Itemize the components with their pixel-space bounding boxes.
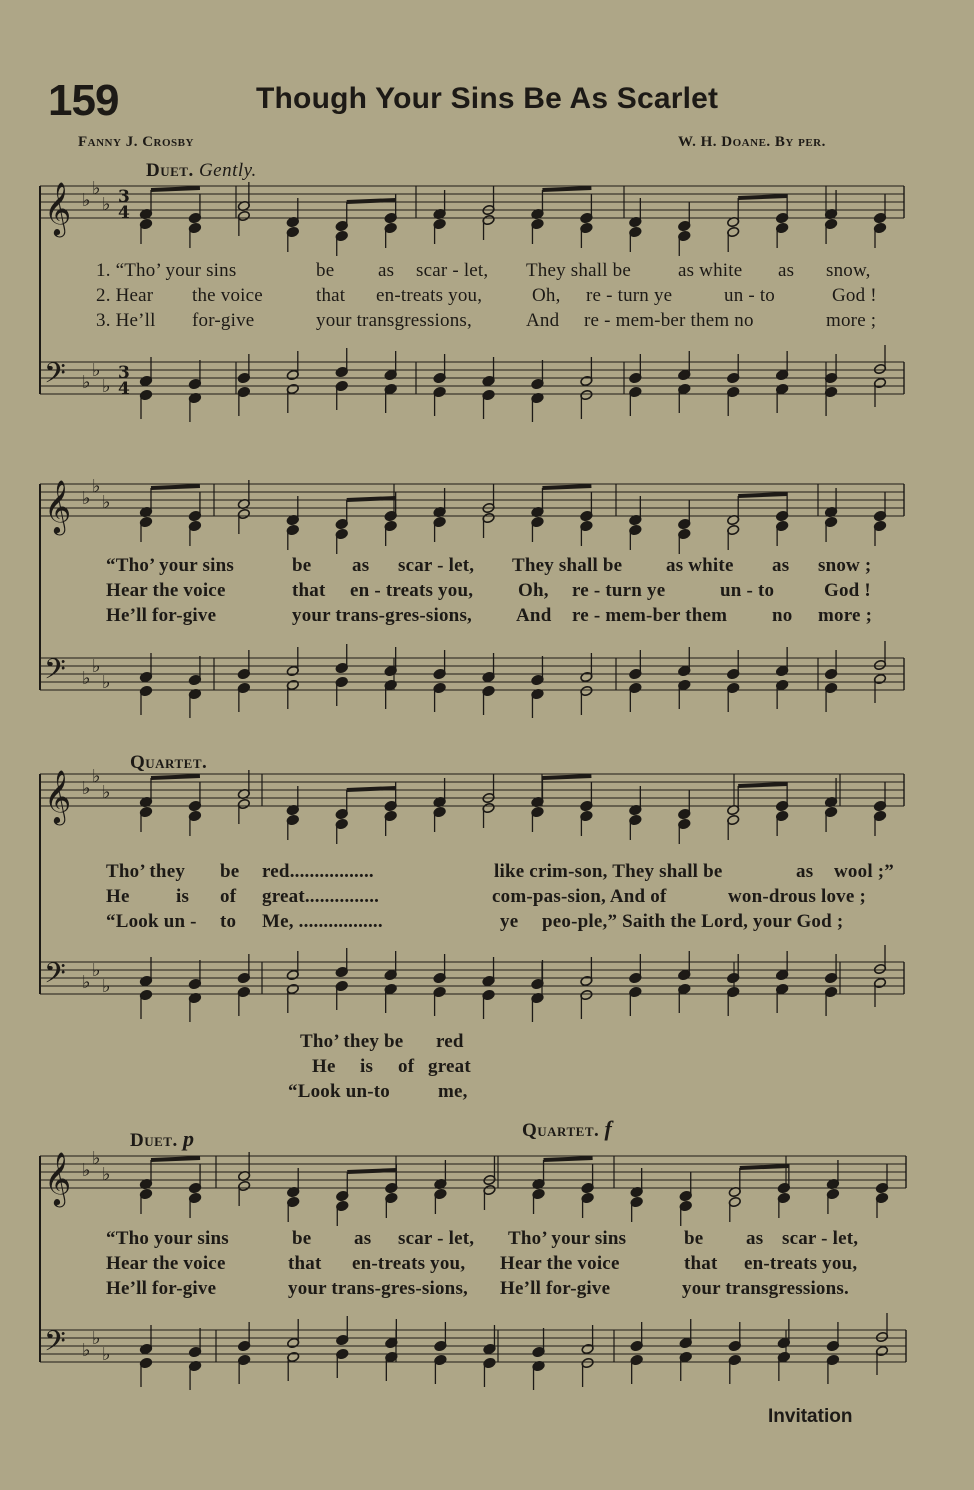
lyric-word: won-drous love ; [728,886,866,907]
lyric-word: great [428,1056,471,1077]
verse-2-line [106,580,871,602]
note-beam [151,1158,200,1160]
author-credit: Fanny J. Crosby [78,134,194,150]
lyric-word: as [746,1228,764,1249]
flat-sign: ♭ [92,1328,101,1349]
verse-3-line [106,605,873,627]
lyric-word: scar - let, [782,1228,859,1249]
duet-label: Duet. [130,1130,178,1151]
lyric-word: He [312,1056,336,1077]
tempo-label: Gently. [198,160,257,181]
lyric-word: en - treats you, [350,580,474,601]
lyric-word: more ; [826,310,877,331]
flat-sign: ♭ [92,476,101,497]
flat-sign: ♭ [92,656,101,677]
lyric-word: great............... [262,886,380,907]
lyric-word: He’ll for-give [500,1278,611,1299]
lyric-word: your transgressions. [682,1278,849,1299]
lyric-word: Oh, [518,580,549,601]
flat-sign: ♭ [102,672,111,693]
lyric-word: He [106,886,130,907]
lyric-word: your transgressions, [316,310,472,331]
flat-sign: ♭ [82,190,91,211]
note-beam [738,196,787,198]
lyric-word: your trans-gres-sions, [288,1278,468,1299]
lyric-word: Oh, [532,285,561,306]
duet-label: Duet. [146,160,194,181]
note-beam [544,1158,593,1160]
lyric-word: snow, [826,260,871,281]
time-signature: 3 [118,187,130,207]
verse-1-line [106,1228,859,1250]
lyric-word: no [772,605,793,626]
lyric-word: 3. He’ll [96,310,156,331]
lyric-word: be [316,260,335,281]
forte-mark: f [604,1116,613,1141]
flat-sign: ♭ [82,1160,91,1181]
lyric-word: for-give [192,310,255,331]
lyric-word: like crim-son, They shall be [494,861,723,882]
flat-sign: ♭ [102,1164,111,1185]
flat-sign: ♭ [82,668,91,689]
lyric-word: ye [500,911,519,932]
lyric-word: un - to [724,285,776,306]
flat-sign: ♭ [82,972,91,993]
hymn-number: 159 [48,76,119,125]
verse-3-line [96,310,877,332]
verse-2-line [96,285,877,307]
lyric-word: And [516,605,552,626]
lyric-word: scar - let, [398,555,475,576]
note-beam [740,1166,789,1168]
lyric-word: of [398,1056,415,1077]
lyric-word: re - mem-ber them [572,605,728,626]
clef-symbol: 𝄢 [44,957,66,997]
flat-sign: ♭ [102,376,111,397]
lyric-word: be [292,1228,312,1249]
flat-sign: ♭ [102,1344,111,1365]
hymn-title: Though Your Sins Be As Scarlet [256,82,719,115]
lyric-word: en-treats you, [376,285,483,306]
lyric-word: en-treats you, [352,1253,466,1274]
lyric-word: He’ll for-give [106,605,217,626]
flat-sign: ♭ [82,778,91,799]
note-beam [738,784,787,786]
note-beam [151,486,200,488]
lyric-word: of [220,886,237,907]
note-beam [347,788,396,790]
lyric-word: snow ; [818,555,872,576]
lyric-word: God ! [832,285,877,306]
flat-sign: ♭ [82,372,91,393]
flat-sign: ♭ [92,1148,101,1169]
lyric-word: “Tho your sins [106,1228,229,1249]
lyric-word: more ; [818,605,873,626]
flat-sign: ♭ [102,976,111,997]
note-beam [151,188,200,190]
flat-sign: ♭ [92,960,101,981]
lyric-word: He’ll for-give [106,1278,217,1299]
lyric-word: Tho’ your sins [508,1228,627,1249]
lyric-word: “Tho’ your sins [106,555,234,576]
lyric-word: en-treats you, [744,1253,858,1274]
note-beam [738,494,787,496]
lyric-word: Me, ................. [262,911,383,932]
bass-verse-2-line [312,1056,471,1078]
lyric-word: Tho’ they be [300,1031,404,1052]
note-beam [347,498,396,500]
lyric-word: is [176,886,190,907]
lyric-word: as [772,555,790,576]
lyric-word: red [436,1031,464,1052]
lyric-word: that [684,1253,718,1274]
lyric-word: as [778,260,795,281]
time-signature: 4 [118,379,130,399]
lyric-word: Hear the voice [500,1253,620,1274]
lyric-word: as white [666,555,734,576]
lyric-word: And [526,310,560,331]
time-signature: 3 [118,363,130,383]
category-footer: Invitation [768,1406,853,1427]
clef-symbol: 𝄞 [44,769,72,823]
lyric-word: the voice [192,285,263,306]
flat-sign: ♭ [92,766,101,787]
time-signature: 4 [118,203,130,223]
note-beam [347,1170,396,1172]
flat-sign: ♭ [102,782,111,803]
lyric-word: God ! [824,580,871,601]
piano-mark: p [182,1126,195,1151]
lyric-word: peo-ple,” Saith the Lord, your God ; [542,911,844,932]
flat-sign: ♭ [92,178,101,199]
flat-sign: ♭ [102,194,111,215]
lyric-word: Hear the voice [106,1253,226,1274]
bass-verse-1-line [300,1031,464,1053]
clef-symbol: 𝄢 [44,357,66,397]
lyric-word: com-pas-sion, And of [492,886,667,907]
lyric-word: “Look un-to [288,1081,390,1102]
lyric-word: as [796,861,814,882]
note-beam [542,188,591,190]
clef-symbol: 𝄞 [44,181,72,235]
verse-3-line [106,911,844,933]
lyric-word: re - turn ye [572,580,666,601]
clef-symbol: 𝄢 [44,653,66,693]
lyric-word: 2. Hear [96,285,154,306]
verse-2-line [106,1253,858,1275]
lyric-word: your trans-gres-sions, [292,605,472,626]
clef-symbol: 𝄢 [44,1325,66,1365]
lyric-word: re - turn ye [586,285,673,306]
lyric-word: be [220,861,240,882]
lyric-word: scar - let, [398,1228,475,1249]
note-beam [542,776,591,778]
verse-1-line [106,861,894,883]
note-beam [151,776,200,778]
verse-1-line [106,555,872,577]
lyric-word: scar - let, [416,260,489,281]
flat-sign: ♭ [82,488,91,509]
lyric-word: They shall be [512,555,623,576]
lyric-word: to [220,911,237,932]
flat-sign: ♭ [102,492,111,513]
clef-symbol: 𝄞 [44,1151,72,1205]
lyric-word: as [354,1228,372,1249]
lyric-word: re - mem-ber them no [584,310,754,331]
lyric-word: un - to [720,580,775,601]
lyric-word: as [352,555,370,576]
lyric-word: wool ;” [834,861,894,882]
lyric-word: be [292,555,312,576]
lyric-word: as [378,260,395,281]
lyric-word: be [684,1228,704,1249]
lyric-word: is [360,1056,374,1077]
lyric-word: “Look un - [106,911,197,932]
lyric-word: that [292,580,326,601]
lyric-word: as white [678,260,743,281]
flat-sign: ♭ [82,1340,91,1361]
lyric-word: Tho’ they [106,861,186,882]
verse-3-line [106,1278,849,1300]
quartet-label: Quartet. [130,752,208,773]
note-beam [347,200,396,202]
verse-2-line [106,886,866,908]
quartet-label: Quartet. [522,1120,600,1141]
verse-1-line [96,260,871,282]
lyric-word: red................. [262,861,374,882]
flat-sign: ♭ [92,360,101,381]
lyric-word: 1. “Tho’ your sins [96,260,237,281]
composer-credit: W. H. Doane. By per. [678,134,826,150]
lyric-word: They shall be [526,260,631,281]
lyric-word: that [316,285,346,306]
lyric-word: Hear the voice [106,580,226,601]
lyric-word: that [288,1253,322,1274]
lyric-word: me, [438,1081,468,1102]
note-beam [542,486,591,488]
clef-symbol: 𝄞 [44,479,72,533]
bass-verse-3-line [288,1081,468,1103]
